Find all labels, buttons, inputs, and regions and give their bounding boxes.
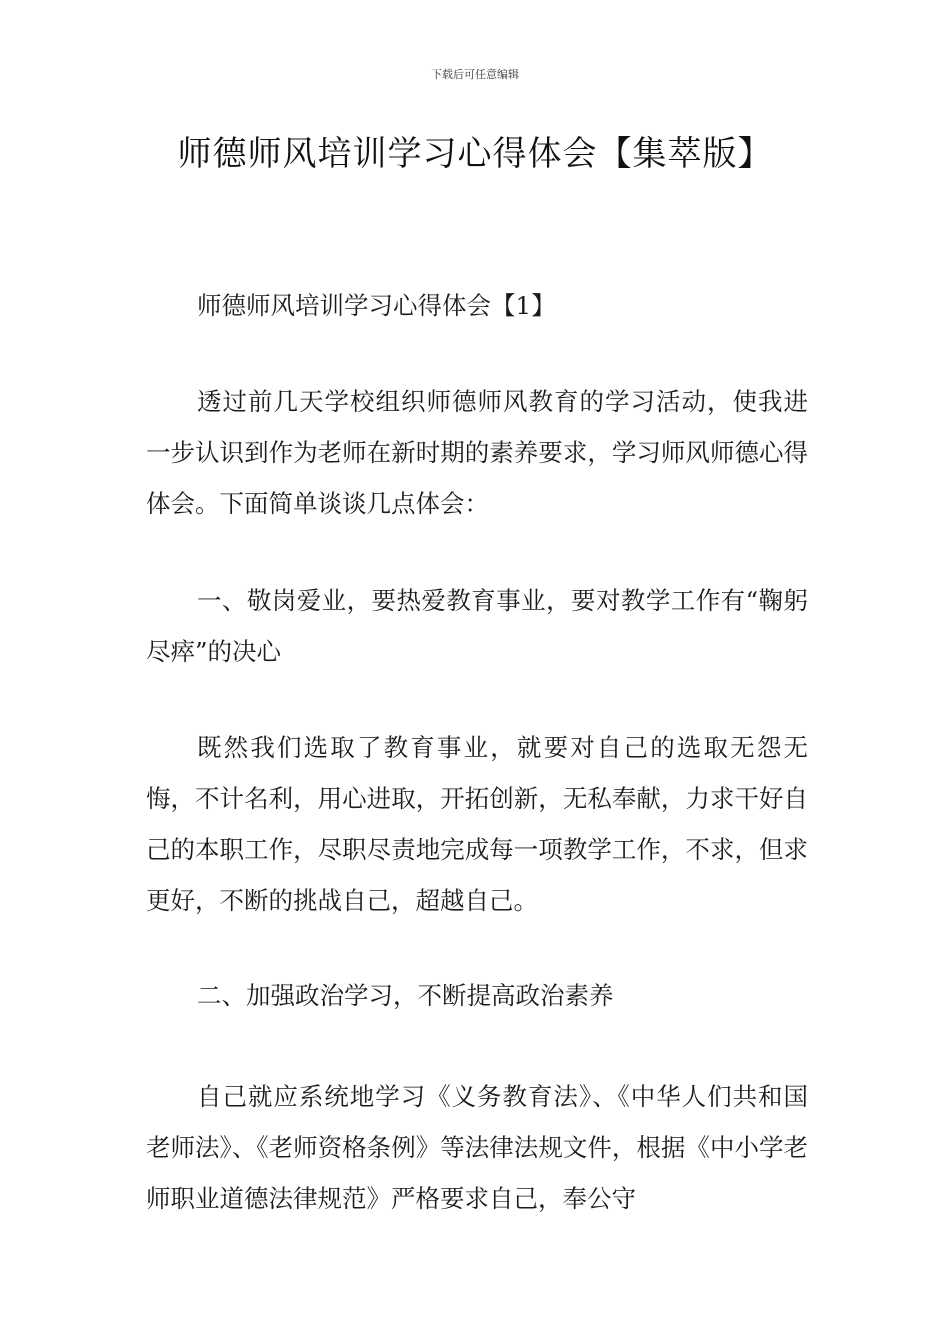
document-title: 师德师风培训学习心得体会【集萃版】 [177, 134, 773, 174]
paragraph-intro: 透过前几天学校组织师德师风教育的学习活动，使我进一步认识到作为老师在新时期的素养要求，学习师风师德心得体会。下面简单谈谈几点体会： [146, 387, 808, 518]
point-heading-1: 一、敬岗爱业，要热爱教育事业，要对教学工作有“鞠躬尽瘁”的决心 [146, 586, 808, 666]
paragraph-point-2: 自己就应系统地学习《义务教育法》、《中华人们共和国老师法》、《老师资格条例》等法律法规文件，根据《中小学老师职业道德法律规范》严格要求自己，奉公守 [146, 1082, 808, 1213]
section-heading: 师德师风培训学习心得体会【1】 [197, 291, 556, 320]
paragraph-point-1: 既然我们选取了教育事业，就要对自己的选取无怨无悔，不计名利，用心进取，开拓创新，无私奉献，力求干好自己的本职工作，尽职尽责地完成每一项教学工作，不求，但求更好，不断的挑战自己，超越自己。 [146, 733, 808, 915]
point-heading-2: 二、加强政治学习，不断提高政治素养 [197, 981, 614, 1010]
header-note: 下载后可任意编辑 [431, 68, 519, 81]
